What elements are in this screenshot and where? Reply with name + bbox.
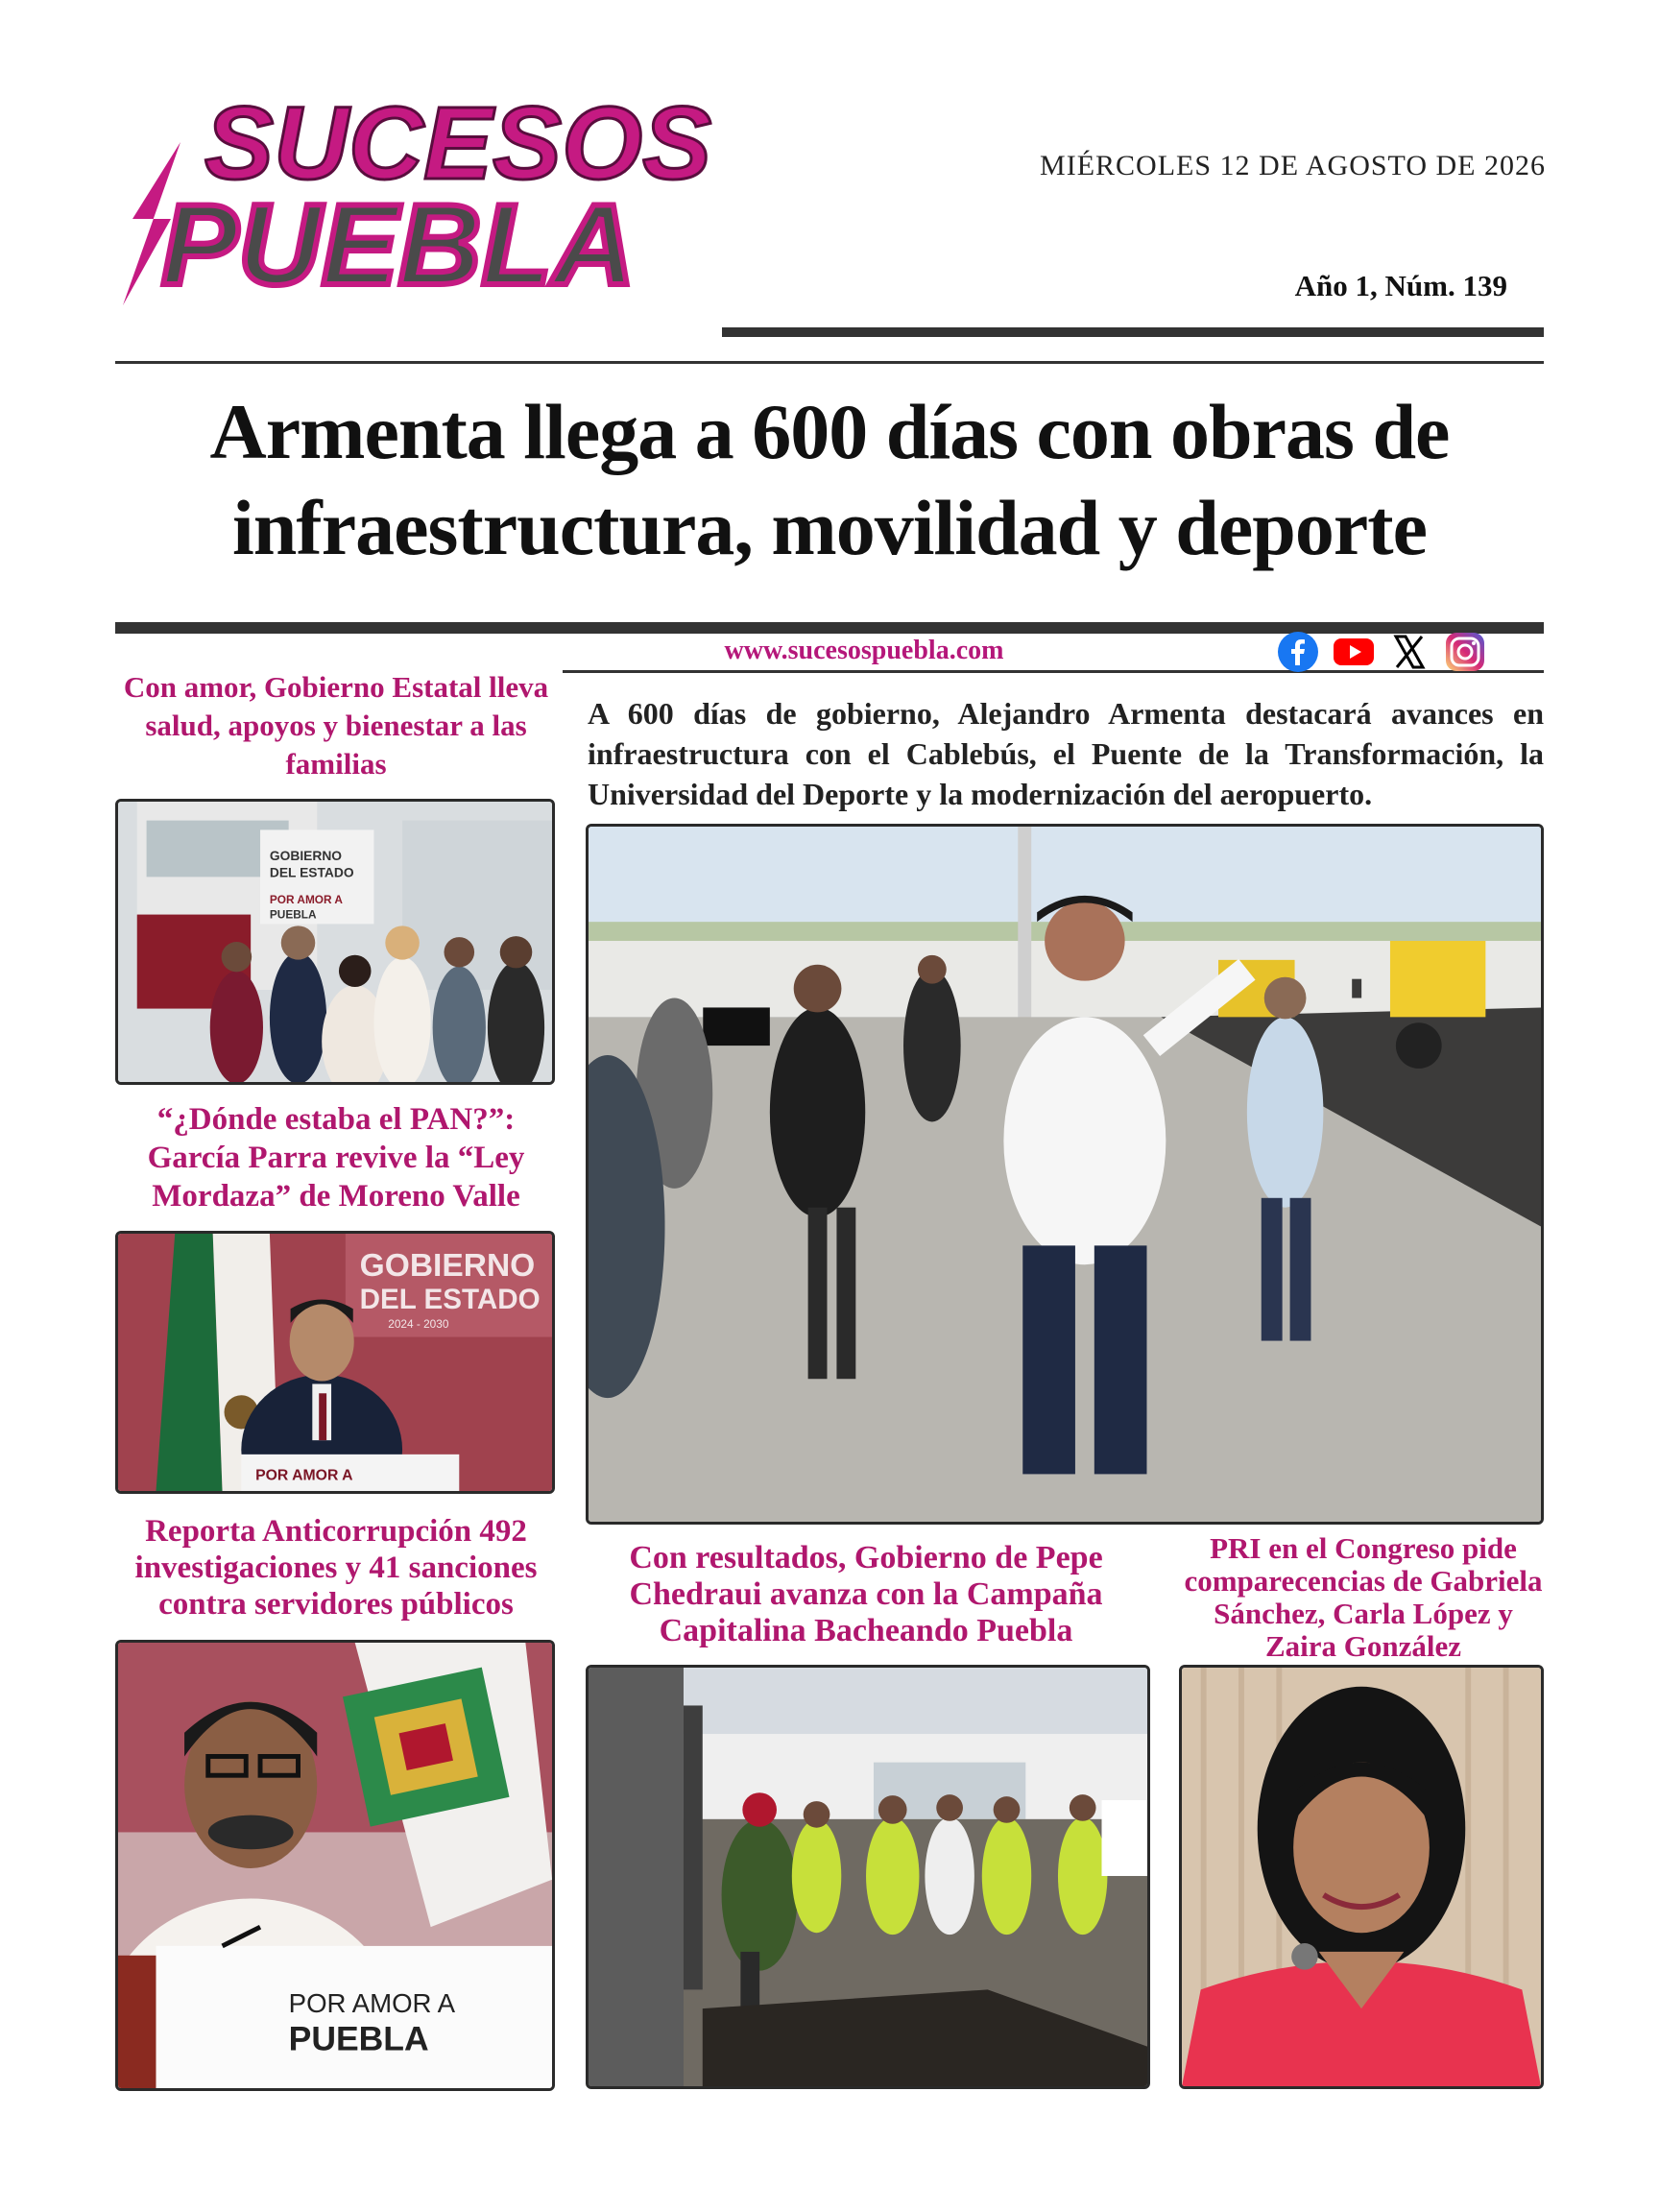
issue-date: MIÉRCOLES 12 DE AGOSTO DE 2026 [1040, 150, 1546, 181]
svg-text:GOBIERNO: GOBIERNO [269, 848, 343, 863]
svg-text:POR AMOR A: POR AMOR A [288, 1988, 456, 2019]
social-icons [1277, 630, 1498, 674]
bottom-story-1-headline[interactable]: Con resultados, Gobierno de Pepe Chedraui avanza con la Campaña Capitalina Bacheando Puebla [629, 1540, 1103, 1648]
instagram-icon[interactable] [1444, 631, 1486, 673]
bottom-story-2-headline[interactable]: PRI en el Congreso pide comparecencias de Gabriela Sánchez, Carla López y Zaira González [1184, 1531, 1543, 1663]
svg-text:POR AMOR A: POR AMOR A [255, 1467, 353, 1484]
main-headline[interactable]: Armenta llega a 600 días con obras de infraestructura, movilidad y deporte [209, 388, 1450, 571]
main-story-lead: A 600 días de gobierno, Alejandro Armenta destacará avances en infraestructura con el Cablebús, el Puente de la Transformación, la Universidad del Deporte y la modernización del aeropuerto. [588, 696, 1544, 811]
divider-top [115, 361, 1544, 364]
sucesos-puebla-logo[interactable] [113, 75, 728, 315]
svg-text:PUEBLA: PUEBLA [269, 907, 317, 922]
svg-text:DEL ESTADO: DEL ESTADO [269, 865, 354, 880]
side-story-2-headline[interactable]: “¿Dónde estaba el PAN?”: García Parra revive la “Ley Mordaza” de Moreno Valle [147, 1102, 525, 1214]
svg-text:GOBIERNO: GOBIERNO [359, 1248, 536, 1284]
issue-number: Año 1, Núm. 139 [1294, 269, 1507, 302]
side-story-2-photo[interactable] [115, 1231, 555, 1494]
facebook-icon[interactable] [1277, 631, 1319, 673]
side-story-1-photo[interactable] [115, 799, 555, 1085]
youtube-icon[interactable] [1333, 631, 1375, 673]
side-story-1-headline[interactable]: Con amor, Gobierno Estatal lleva salud, apoyos y bienestar a las familias [123, 670, 549, 781]
svg-text:POR AMOR A: POR AMOR A [269, 892, 343, 906]
side-story-3-headline[interactable]: Reporta Anticorrupción 492 investigaciones y 41 sanciones contra servidores públicos [134, 1514, 538, 1622]
masthead-bar [722, 327, 1544, 337]
svg-text:2024 - 2030: 2024 - 2030 [388, 1317, 449, 1331]
x-icon[interactable] [1388, 631, 1431, 673]
side-story-3-photo[interactable] [115, 1640, 555, 2091]
svg-text:PUEBLA: PUEBLA [288, 2019, 429, 2058]
svg-text:DEL ESTADO: DEL ESTADO [359, 1284, 541, 1316]
website-link[interactable]: www.sucesospuebla.com [724, 636, 1004, 665]
main-story-photo[interactable] [586, 824, 1544, 1525]
bottom-story-2-photo[interactable] [1179, 1665, 1544, 2089]
bottom-story-1-photo[interactable] [586, 1665, 1150, 2089]
svg-text:SUCESOS: SUCESOS [204, 84, 712, 201]
svg-text:PUEBLA: PUEBLA [161, 180, 636, 309]
